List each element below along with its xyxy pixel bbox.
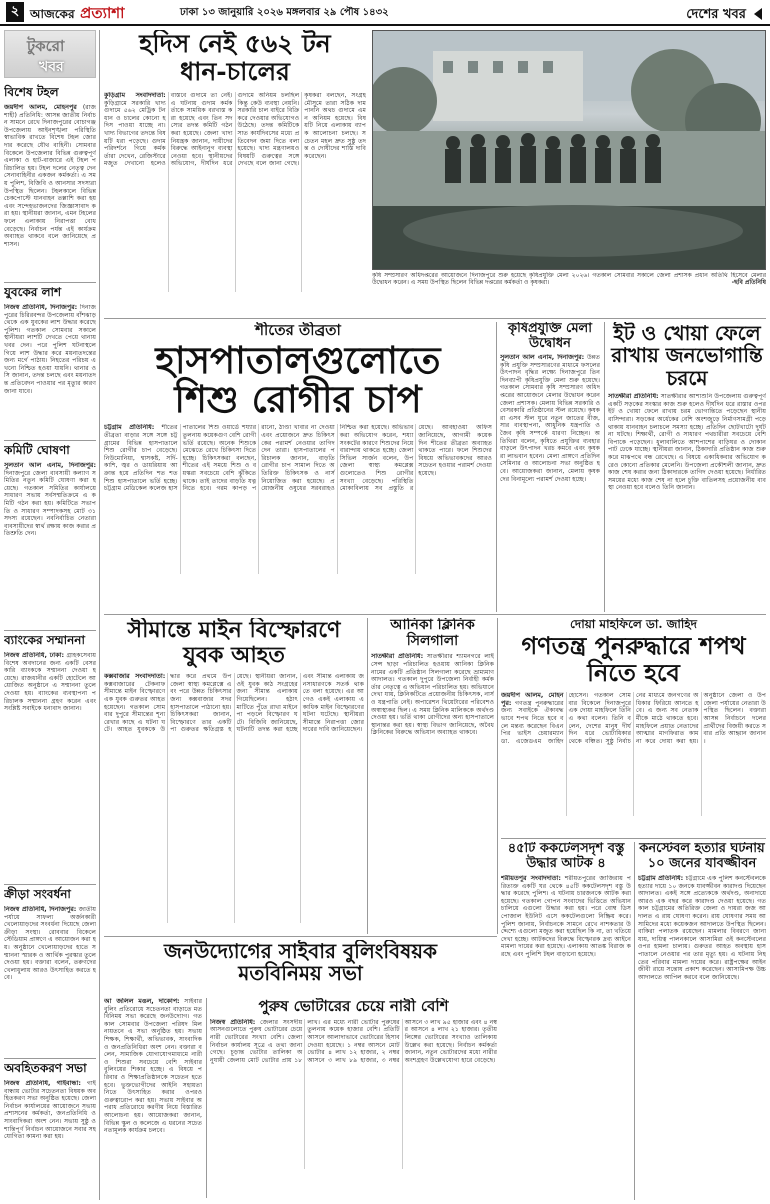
section-title — [686, 3, 762, 23]
mine-story — [104, 618, 364, 934]
brick-byline: সাতক্ষীরা প্রতিনিধি: — [608, 393, 659, 401]
krishi-byline: সুলতান আল এনাম, দিনাজপুর: — [500, 354, 585, 362]
lead-headline-line2: ধান-চালের — [180, 57, 290, 86]
doa-byline: জয়দীপ আলম, মোহনপুর: — [501, 692, 564, 707]
sidebar-item — [4, 632, 96, 882]
section-title-text: দেশের খবর — [686, 7, 746, 22]
mine-byline: কক্সবাজার সংবাদদাতা: — [104, 673, 166, 681]
sidebar-item-body: গ্রাহকসেবায় বিশেষ অবদানের জন্য একটি বেসরকারি ব্যাংককে সম্মাননা দেওয়া হয়েছে। রাজধানীর একটি হোটেলে আয়োজিত অনুষ্ঠানে এ সম্মাননা তুলে দেওয়া হয়। ব্যাংকের ব্যবস্থাপনা পরিচালক সম্মাননা গ্রহণ করেন এবং সংশ্লিষ্ট সবাইকে ধন্যবাদ জানান। — [4, 652, 96, 713]
dateline: ঢাকা ১৩ জানুয়ারি ২০২৬ মঙ্গলবার ২৯ পৌষ ১৪৩২ — [180, 7, 389, 18]
mine-headline-line1: সীমান্তে মাইন বিস্ফোরণে — [127, 618, 341, 643]
photo-illustration — [373, 31, 766, 270]
hospital-headline-line2: শিশু রোগীর চাপ — [174, 376, 422, 421]
mine-headline-line2: যুবক আহত — [183, 641, 285, 668]
hospital-headline — [104, 337, 492, 421]
triangle-icon — [754, 8, 762, 20]
sidebar-item-byline: নিজস্ব প্রতিনিধি, দিনাজপুর: — [4, 906, 77, 913]
paper-logo — [30, 3, 125, 23]
hospital-byline: চট্টগ্রাম প্রতিনিধি: — [104, 424, 155, 432]
brick-body: সাতক্ষীরার আশাশুনি উপজেলায় গুরুত্বপূর্ণ একটি সড়কের সংস্কার কাজ শুরু হলেও দীর্ঘদিন ধরে রাস্তার ওপর ইট ও খোয়া ফেলে রাখায় চরম ভোগান্তিতে পড়েছেন স্থানীয় বাসিন্দারা। সড়কের অর্ধেকের বেশি অংশজুড়ে নির্মাণসামগ্রী পড়ে থাকায় যানবাহন চলাচলে সমস্যা হচ্ছে। প্রতিদিন ছোটখাটো দুর্ঘটনা ঘটছে। শিক্ষার্থী, রোগী ও সাধারণ পথচারীরা সবচেয়ে বেশি বিপাকে পড়েছেন। ধুলাবালিতে আশপাশের বাড়িঘর ও দোকানপাট ঢেকে যাচ্ছে। স্থানীয়রা জানান, ঠিকাদারি প্রতিষ্ঠান কাজ শুরু করে মাঝপথে বন্ধ রেখেছে। এ বিষয়ে একাধিকবার অভিযোগ করেও কোনো প্রতিকার মেলেনি। উপজেলা প্রকৌশলী জানান, দ্রুত কাজ শেষ করার জন্য ঠিকাদারকে তাগিদ দেওয়া হয়েছে। নির্ধারিত সময়ের মধ্যে কাজ শেষ না হলে চুক্তি বাতিলসহ প্রয়োজনীয় ব্যবস্থা নেওয়া হবে বলেও তিনি জানান। — [608, 393, 766, 492]
news-photo — [372, 30, 766, 270]
cocktail-byline: শরীয়তপুর সংবাদদাতা: — [501, 875, 561, 883]
lead-headline-line1: হদিস নেই ৫৬২ টন — [139, 30, 331, 58]
lead-headline — [104, 30, 366, 86]
lead-story — [104, 30, 366, 316]
voters-story — [210, 998, 497, 1198]
sidebar-item-title: অবহিতকরণ সভা — [4, 1061, 87, 1075]
hospital-body: শীতের তীব্রতা বাড়ার সঙ্গে সঙ্গে চট্টগ্রামের বিভিন্ন হাসপাতালে শিশু রোগীর চাপ বেড়েছে। নিউমোনিয়া, শ্বাসকষ্ট, সর্দি-কাশি, জ্বর ও ডায়রিয়ায় আক্রান্ত হয়ে প্রতিদিন শত শত শিশু হাসপাতালে ভর্তি হচ্ছে। চট্টগ্রাম মেডিকেল কলেজ হাসপাতালের শিশু ওয়ার্ডে শয্যার তুলনায় কয়েকগুণ বেশি রোগী ভর্তি রয়েছে। অনেক শিশুকে মেঝেতে রেখে চিকিৎসা দিতে হচ্ছে। চিকিৎসকরা বলছেন, শীতের এই সময়ে শিশু ও বয়স্করা সবচেয়ে বেশি ঝুঁকিতে থাকে। তাই তাদের বাড়তি যত্ন নিতে হবে। গরম কাপড় পরানো, ঠাণ্ডা খাবার না দেওয়া এবং প্রয়োজনে দ্রুত চিকিৎসকের পরামর্শ নেওয়ার তাগিদ দেন তারা। হাসপাতালের পরিচালক জানান, বাড়তি রোগীর চাপ সামাল দিতে অতিরিক্ত চিকিৎসক ও নার্স নিয়োজিত করা হয়েছে। প্রয়োজনীয় ওষুধের সরবরাহও নিশ্চিত করা হয়েছে। অভিভাবকরা অভিযোগ করেন, শয্যা সংকটের কারণে শিশুদের নিয়ে বারান্দায় থাকতে হচ্ছে। জেলা সিভিল সার্জন বলেন, উপজেলা স্বাস্থ্য কমপ্লেক্সগুলোতেও শিশু রোগীর সংখ্যা বেড়েছে। পরিস্থিতি মোকাবিলায় সব প্রস্তুতি রয়েছে। আবহাওয়া অফিস জানিয়েছে, আগামী কয়েক দিন শীতের তীব্রতা অব্যাহত থাকতে পারে। ফলে শিশুদের বিষয়ে অভিভাবকদের আরও সচেতন হওয়ার পরামর্শ দেওয়া হয়েছে। — [104, 424, 492, 493]
paper-logo-prefix: আজকের — [30, 7, 75, 21]
cyber-story — [104, 940, 497, 1200]
cocktail-headline: ৪৫টি ককটেলসদৃশ বস্তু উদ্ধার আটক ৪ — [507, 842, 625, 871]
krishi-story — [500, 322, 600, 612]
photo-caption — [372, 272, 766, 316]
krishi-headline: কৃষিপ্রযুক্তি মেলা উদ্বোধন — [508, 322, 592, 351]
krishi-body: উন্নত কৃষি প্রযুক্তি সম্প্রসারণের মাধ্যমে ফসলের উৎপাদন বৃদ্ধির লক্ষ্যে দিনাজপুরে তিন দিনব্যাপী কৃষিপ্রযুক্তি মেলা শুরু হয়েছে। গতকাল সোমবার কৃষি সম্প্রসারণ অধিদপ্তরের আয়োজনে মেলার উদ্বোধন করেন জেলা প্রশাসক। মেলায় বিভিন্ন সরকারি ও বেসরকারি প্রতিষ্ঠানের স্টল রয়েছে। কৃষকরা এসব স্টল ঘুরে নতুন জাতের বীজ, সার ব্যবস্থাপনা, আধুনিক যন্ত্রপাতি ও জৈব কৃষি সম্পর্কে ধারণা নিচ্ছেন। অতিথিরা বলেন, কৃষিতে প্রযুক্তির ব্যবহার বাড়লে উৎপাদন খরচ কমবে এবং কৃষকরা লাভবান হবেন। মেলা প্রাঙ্গণে প্রতিদিন সেমিনার ও আলোচনা সভা অনুষ্ঠিত হবে। আয়োজকরা জানান, মেলায় কৃষকদের বিনামূল্যে পরামর্শ দেওয়া হচ্ছে। — [500, 354, 600, 483]
sidebar-item-byline: নিজস্ব প্রতিনিধি, গাইবান্ধা: — [4, 1080, 81, 1087]
clinic-story — [371, 618, 494, 934]
sidebar-item — [4, 1060, 96, 1200]
sidebar-item — [4, 442, 96, 628]
sidebar-item-body: (রাজশাহী) প্রতিনিধি: আসন্ন জাতীয় নির্বাচন সামনে রেখে দিনাজপুরের বোচাগঞ্জ উপজেলায় আইনশৃঙ্খলা পরিস্থিতি স্বাভাবিক রাখতে বিশেষ টহল জোরদার করেছে যৌথ বাহিনী। সোমবার বিকেলে উপজেলার বিভিন্ন গুরুত্বপূর্ণ এলাকা ও হাট-বাজারে এই টহল পরিচালিত হয়। টহল দলের নেতৃত্ব দেন সেনাবাহিনীর একজন কর্মকর্তা। এ সময় পুলিশ, বিজিবি ও আনসার সদস্যরা উপস্থিত ছিলেন। টহলকালে বিভিন্ন চেকপোস্টে যানবাহন তল্লাশি করা হয় এবং সন্দেহভাজনদের জিজ্ঞাসাবাদ করা হয়। স্থানীয়রা জানান, এমন টহলের ফলে এলাকায় নিরাপত্তা বোধ বেড়েছে। নির্বাচন পর্যন্ত এই কার্যক্রম অব্যাহত থাকবে বলে জানিয়েছে প্রশাসন। — [4, 104, 96, 248]
sidebar-item-title: যুবকের লাশ — [4, 285, 62, 299]
doa-headline: গণতন্ত্র পুনরুদ্ধারে শপথ নিতে হবে — [521, 631, 746, 688]
sidebar-item-title: বিশেষ টহল — [4, 85, 59, 99]
lead-body: কুড়িগ্রামে সরকারি খাদ্য গুদামে ৫৬২ মেট্রিক টন ধান ও চালের কোনো হদিস পাওয়া যাচ্ছে না। খাদ্য বিভাগের তদন্তে বিষয়টি ধরা পড়েছে। গুদাম পরিদর্শনে গিয়ে কর্মকর্তারা দেখেন, রেজিস্টারে মজুত দেখানো হলেও বাস্তবে গুদামে তা নেই। এ ঘটনায় গুদাম কর্মকর্তাকে সাময়িক বরখাস্ত করা হয়েছে এবং তিন সদস্যের তদন্ত কমিটি গঠন করা হয়েছে। জেলা খাদ্য নিয়ন্ত্রক জানান, দায়ীদের বিরুদ্ধে আইনানুগ ব্যবস্থা নেওয়া হবে। স্থানীয়দের অভিযোগ, দীর্ঘদিন ধরে গুদামে অনিয়ম চলছিল কিন্তু কেউ ব্যবস্থা নেয়নি। সরকারি চাল বাইরে বিক্রি করে দেওয়ার অভিযোগও উঠেছে। তদন্ত কমিটিকে সাত কার্যদিবসের মধ্যে প্রতিবেদন জমা দিতে বলা হয়েছে। খাদ্য মন্ত্রণালয়ও বিষয়টি গুরুত্বের সঙ্গে দেখছে বলে জানা গেছে। কৃষকরা বলছেন, সংগ্রহ মৌসুমে তারা সঠিক দাম পাননি অথচ গুদামে এমন অনিয়ম হয়েছে। বিষয়টি নিয়ে এলাকায় ব্যাপক আলোচনা চলছে। সচেতন মহল দ্রুত সুষ্ঠু তদন্ত ও দোষীদের শাস্তি দাবি করেছেন। — [104, 92, 366, 168]
sidebar-item-byline: সুলতান আল এনাম, দিনাজপুর: — [4, 462, 96, 469]
constable-headline: কনস্টেবল হত্যার ঘটনায় ১০ জনের যাবজ্জীবন — [639, 842, 765, 871]
sidebar-item-byline: জয়দীপ আলম, মোহনপুর — [4, 104, 77, 111]
brick-headline: ইট ও খোয়া ফেলে রাখায় জনভোগান্তি চরমে — [611, 322, 763, 390]
sidebar-item — [4, 284, 96, 438]
constable-story — [638, 842, 766, 1200]
page-header — [0, 0, 770, 26]
voters-body: জেলার সংসদীয় আসনগুলোতে পুরুষ ভোটারের চেয়ে নারী ভোটারের সংখ্যা বেশি। জেলা নির্বাচন কার্যালয় সূত্রে এ তথ্য জানা গেছে। চূড়ান্ত ভোটার তালিকা অনুযায়ী জেলায় মোট ভোটার প্রায় ১৮ লাখ। এর মধ্যে নারী ভোটার পুরুষের তুলনায় কয়েক হাজার বেশি। প্রতিটি আসনে আলাদাভাবে ভোটারের হিসাব দেওয়া হয়েছে। ১ নম্বর আসনে মোট ভোটার ৪ লাখ ১২ হাজার, ২ নম্বর আসনে ৩ লাখ ৮৯ হাজার, ৩ নম্বর আসনে ৩ লাখ ৯৫ হাজার এবং ৪ নম্বর আসনে ৪ লাখ ২১ হাজার। তৃতীয় লিঙ্গের ভোটারের সংখ্যাও তালিকায় উল্লেখ করা হয়েছে। নির্বাচন কর্মকর্তা জানান, নতুন ভোটারদের মধ্যে নারীর অংশগ্রহণ উল্লেখযোগ্য হারে বেড়েছে। — [210, 1018, 497, 1064]
sidebar-item-body: দিনাজপুরে জেলা ব্যবসায়ী কল্যাণ সমিতির নতুন কমিটি ঘোষণা করা হয়েছে। গতকাল সমিতির কার্যালয়ে সাধারণ সভায় সর্বসম্মতিক্রমে এ কমিটি গঠন করা হয়। কমিটিতে সভাপতি ও সাধারণ সম্পাদকসহ মোট ৩১ সদস্য রয়েছেন। নবনির্বাচিত নেতারা ব্যবসায়ীদের স্বার্থ রক্ষায় কাজ করার প্রতিশ্রুতি দেন। — [4, 469, 96, 538]
paper-logo-brand: প্রত্যাশা — [80, 4, 125, 22]
sidebar-logo-top: টুকরো — [27, 37, 65, 55]
hospital-kicker: শীতের তীব্রতা — [255, 322, 341, 339]
clinic-body: সাতক্ষীরার শ্যামনগরে লাইসেন্স ছাড়া পরিচালিত হওয়ায় আনিকা ক্লিনিক নামের একটি প্রতিষ্ঠান সিলগালা করেছে ভ্রাম্যমাণ আদালত। গতকাল দুপুরে উপজেলা নির্বাহী কর্মকর্তার নেতৃত্বে এ অভিযান পরিচালিত হয়। অভিযানে দেখা যায়, ক্লিনিকটিতে প্রয়োজনীয় চিকিৎসক, নার্স ও যন্ত্রপাতি নেই। অপারেশন থিয়েটারের পরিবেশও অস্বাস্থ্যকর ছিল। এ সময় ক্লিনিক মালিককে অর্থদণ্ড দেওয়া হয়। ভর্তি থাকা রোগীদের অন্য হাসপাতালে স্থানান্তর করা হয়। স্বাস্থ্য বিভাগ জানিয়েছে, অবৈধ ক্লিনিকের বিরুদ্ধে অভিযান অব্যাহত থাকবে। — [371, 653, 494, 737]
hospital-story — [104, 322, 492, 604]
cocktail-story — [501, 842, 631, 1106]
sidebar-item-body: দিনাজপুরের চিরিরবন্দর উপজেলায় বাঁশঝাড় থেকে এক যুবকের লাশ উদ্ধার করেছে পুলিশ। গতকাল সোমবার সকালে স্থানীয়রা লাশটি দেখতে পেয়ে থানায় খবর দেন। পরে পুলিশ ঘটনাস্থলে গিয়ে লাশ উদ্ধার করে ময়নাতদন্তের জন্য মর্গে পাঠায়। নিহতের পরিচয় এখনো নিশ্চিত হওয়া যায়নি। থানার ওসি জানান, তদন্ত চলছে এবং ময়নাতদন্ত প্রতিবেদন পাওয়ার পর মৃত্যুর কারণ জানা যাবে। — [4, 304, 96, 395]
mine-body: কক্সবাজারের টেকনাফ সীমান্তে মাইন বিস্ফোরণে এক যুবক গুরুতর আহত হয়েছেন। গতকাল সোমবার দুপুরে সীমান্তের শূন্যরেখার কাছে এ ঘটনা ঘটে। আহত যুবককে উদ্ধার করে প্রথমে উপজেলা স্বাস্থ্য কমপ্লেক্সে এবং পরে উন্নত চিকিৎসার জন্য কক্সবাজার সদর হাসপাতালে পাঠানো হয়। চিকিৎসকরা জানান, বিস্ফোরণে তার একটি পা গুরুতর ক্ষতিগ্রস্ত হয়েছে। স্থানীয়রা জানান, ওই যুবক কাঠ সংগ্রহের জন্য সীমান্ত এলাকায় গিয়েছিলেন। হঠাৎ মাটিতে পুঁতে রাখা মাইনে পা পড়লে বিস্ফোরণ ঘটে। বিজিবি জানিয়েছে, ঘটনাটি তদন্ত করা হচ্ছে এবং সীমান্ত এলাকায় জনসাধারণকে সতর্ক থাকতে বলা হয়েছে। এর আগেও একই এলাকায় একাধিক মাইন বিস্ফোরণের ঘটনা ঘটেছে। স্থানীয়রা সীমান্তে নিরাপত্তা জোরদারের দাবি জানিয়েছেন। — [104, 673, 364, 734]
cyber-byline: আ জলিল মঙল, দাকোপ: — [104, 998, 180, 1005]
mine-headline — [104, 618, 364, 667]
cyber-body: সাইবার বুলিং প্রতিরোধে সচেতনতা বাড়াতে মতবিনিময় সভা করেছে জনউদ্যোগ। গতকাল সোমবার উপজেলা পরিষদ মিলনায়তনে এ সভা অনুষ্ঠিত হয়। সভায় শিক্ষক, শিক্ষার্থী, অভিভাবক, সাংবাদিক ও জনপ্রতিনিধিরা অংশ নেন। বক্তারা বলেন, সামাজিক যোগাযোগমাধ্যমে নারী ও শিশুরা সবচেয়ে বেশি সাইবার বুলিংয়ের শিকার হচ্ছে। এ বিষয়ে পরিবার ও শিক্ষাপ্রতিষ্ঠানকে সচেতন হতে হবে। ভুক্তভোগীদের আইনি সহায়তা নিতে উৎসাহিত করার ওপরও গুরুত্বারোপ করা হয়। সভায় সাইবার অপরাধ প্রতিরোধে করণীয় নিয়ে বিস্তারিত আলোচনা হয়। আয়োজকরা জানান, বিভিন্ন স্কুল ও কলেজে এ ধরনের সচেতনতামূলক কার্যক্রম চলবে। — [104, 998, 202, 1135]
clinic-headline: আনিকা ক্লিনিক সিলগালা — [390, 618, 475, 649]
sidebar-item-byline: নিজস্ব প্রতিনিধি, ঢাকা: — [4, 652, 65, 659]
sidebar-item-body: গাইবান্ধায় ভোটার সচেতনতা বিষয়ক অবহিতকরণ সভা অনুষ্ঠিত হয়েছে। জেলা নির্বাচন কার্যালয়ের আয়োজনে সভায় প্রশাসনের কর্মকর্তা, জনপ্রতিনিধি ও সাংবাদিকরা অংশ নেন। সভায় সুষ্ঠু ও শান্তিপূর্ণ নির্বাচন আয়োজনে সবার সহযোগিতা কামনা করা হয়। — [4, 1080, 96, 1141]
photo-caption-text: কৃষি সম্প্রসারণ অধিদপ্তরের আয়োজনে দিনাজপুরে শুরু হয়েছে কৃষিপ্রযুক্তি মেলা ২০২৬। গতকাল সোমবার সকালে জেলা প্রশাসক প্রধান অতিথি হিসেবে মেলার উদ্বোধন করেন। এ সময় উপস্থিত ছিলেন বিভিন্ন দপ্তরের কর্মকর্তা ও কৃষকরা। — [372, 272, 766, 287]
hospital-headline-line1: হাসপাতালগুলোতে — [155, 337, 441, 382]
photo-credit: -ছবি প্রতিনিধি — [731, 279, 766, 287]
sidebar-item-title: ক্রীড়া সংবর্ধনা — [4, 887, 71, 901]
sidebar-logo — [4, 30, 96, 78]
cyber-headline — [104, 940, 497, 985]
lead-byline: কুড়িগ্রাম সংবাদদাতা: — [104, 92, 166, 99]
voters-byline: নিজস্ব প্রতিনিধি: — [210, 1018, 256, 1026]
brick-story — [608, 322, 766, 612]
cyber-headline-line1: জনউদ্যোগের সাইবার বুলিংবিষয়ক — [164, 940, 437, 963]
doa-story — [501, 618, 766, 836]
clinic-byline: সাতক্ষীরা প্রতিনিধি: — [371, 653, 424, 661]
sidebar-item — [4, 84, 96, 280]
page-number: ২ — [6, 2, 24, 22]
voters-headline: পুরুষ ভোটারের চেয়ে নারী বেশি — [258, 998, 449, 1015]
sidebar-logo-bottom: খবর — [39, 59, 64, 75]
cocktail-body: শরীয়তপুরের জাজিরায় পরিত্যক্ত একটি ঘর থেকে ৪৫টি ককটেলসদৃশ বস্তু উদ্ধার করেছে পুলিশ। এ ঘটনায় চারজনকে আটক করা হয়েছে। গতকাল গোপন সংবাদের ভিত্তিতে অভিযান চালিয়ে এগুলো উদ্ধার করা হয়। পরে বোম্ব ডিসপোজাল ইউনিট এসে ককটেলগুলো নিষ্ক্রিয় করে। পুলিশ জানায়, নির্বাচনকে সামনে রেখে নাশকতার উদ্দেশ্যে এগুলো মজুত করা হয়েছিল কি না, তা খতিয়ে দেখা হচ্ছে। আটকদের বিরুদ্ধে বিস্ফোরক দ্রব্য আইনে মামলা দায়ের করা হয়েছে। এলাকায় আতঙ্ক বিরাজ করছে এবং পুলিশি টহল বাড়ানো হয়েছে। — [501, 875, 631, 959]
sidebar — [4, 30, 96, 1200]
sidebar-item-body: জাতীয় পর্যায়ে সাফল্য অর্জনকারী খেলোয়াড়দের সংবর্ধনা দিয়েছে জেলা ক্রীড়া সংস্থা। রোববার বিকেলে স্টেডিয়াম প্রাঙ্গণে এ আয়োজন করা হয়। অনুষ্ঠানে খেলোয়াড়দের হাতে সম্মাননা স্মারক ও আর্থিক পুরস্কার তুলে দেওয়া হয়। বক্তারা বলেন, তরুণদের খেলাধুলায় আরও উৎসাহিত করতে হবে। — [4, 906, 96, 982]
sidebar-item-title: কমিটি ঘোষণা — [4, 443, 70, 457]
cyber-headline-line2: মতবিনিময় সভা — [238, 961, 363, 986]
sidebar-item-byline: নিজস্ব প্রতিনিধি, দিনাজপুর: — [4, 304, 78, 311]
constable-body: চট্টগ্রামে এক পুলিশ কনস্টেবলকে হত্যার দায়ে ১০ জনকে যাবজ্জীবন কারাদণ্ড দিয়েছেন আদালত। একই সঙ্গে প্রত্যেককে অর্থদণ্ড, অনাদায়ে আরও এক বছর করে কারাদণ্ড দেওয়া হয়েছে। গতকাল চট্টগ্রামের অতিরিক্ত জেলা ও দায়রা জজ আদালত এ রায় ঘোষণা করেন। রায় ঘোষণার সময় আসামিদের মধ্যে কয়েকজন আদালতে উপস্থিত ছিলেন। বাকিরা পলাতক রয়েছেন। মামলার বিবরণে জানা যায়, দায়িত্ব পালনকালে আসামিরা ওই কনস্টেবলের ওপর হামলা চালায়। গুরুতর আহত অবস্থায় হাসপাতালে নেওয়ার পর তার মৃত্যু হয়। এ ঘটনায় নিহতের পরিবার মামলা দায়ের করে। রাষ্ট্রপক্ষের আইনজীবী রায়ে সন্তোষ প্রকাশ করেছেন। আসামিপক্ষ উচ্চ আদালতে আপিল করবে বলে জানিয়েছে। — [638, 875, 766, 981]
doa-kicker: দোয়া মাহফিলে ডা. জাহিদ — [570, 618, 697, 631]
doa-body: গণতন্ত্র পুনরুদ্ধারের জন্য সবাইকে ঐক্যবদ্ধভাবে শপথ নিতে হবে বলে মন্তব্য করেছেন বিএনপির ভাইস চেয়ারম্যান ডা. এজেডএম জাহিদ হোসেন। গতকাল সোমবার বিকেলে দিনাজপুরে এক দোয়া মাহফিলে তিনি এ কথা বলেন। তিনি বলেন, দেশের মানুষ দীর্ঘদিন ধরে ভোটাধিকার থেকে বঞ্চিত। সুষ্ঠু নির্বাচনের মাধ্যমে জনগণের অধিকার ফিরিয়ে আনতে হবে। এ জন্য সব নেতাকর্মীকে মাঠে থাকতে হবে। মাহফিলে প্রয়াত নেতাদের আত্মার মাগফিরাত কামনা করে দোয়া করা হয়। অনুষ্ঠানে জেলা ও উপজেলা পর্যায়ের নেতারা উপস্থিত ছিলেন। বক্তারা আসন্ন নির্বাচনে দলের প্রার্থীদের বিজয়ী করতে সবার প্রতি আহ্বান জানান। — [501, 692, 766, 745]
sidebar-item-title: ব্যাংকের সম্মাননা — [4, 633, 85, 647]
sidebar-item — [4, 886, 96, 1056]
constable-byline: চট্টগ্রাম প্রতিনিধি: — [638, 875, 684, 883]
